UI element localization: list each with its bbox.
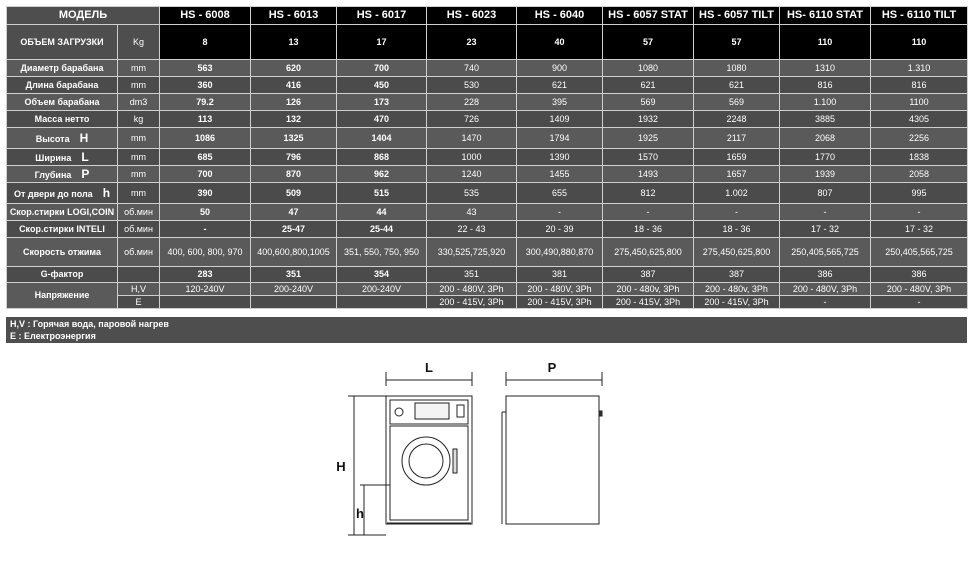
voltage-row-hv [7,283,968,296]
spec-value: 132 [251,111,337,128]
spec-value: 569 [694,94,780,111]
spec-value: 655 [517,183,603,204]
spec-value: 43 [427,204,517,221]
spec-row-label [7,183,118,204]
spec-value: 470 [337,111,427,128]
spec-row-unit: об.мин [118,221,160,238]
spec-value: 20 - 39 [517,221,603,238]
voltage-value: 200 - 480V, 3Ph [427,283,517,296]
spec-value: 17 - 32 [871,221,968,238]
spec-row-unit: об.мин [118,238,160,267]
door-height-label: h [356,506,364,521]
spec-value: 360 [160,77,251,94]
spec-value: 275,450,625,800 [694,238,780,267]
voltage-value: - [871,296,968,309]
spec-row-unit: mm [118,128,160,149]
voltage-value [337,296,427,309]
spec-value: 1404 [337,128,427,149]
spec-value: 535 [427,183,517,204]
spec-label-text: Глубина [34,170,72,180]
model-name: HS - 6057 TILT [694,7,780,25]
spec-value: 2256 [871,128,968,149]
voltage-value: 200 - 480v, 3Ph [603,283,694,296]
load-label: ОБЪЕМ ЗАГРУЗКИ [7,25,118,60]
spec-value: 2068 [780,128,871,149]
spec-value: 726 [427,111,517,128]
spec-value: 416 [251,77,337,94]
spec-value: 387 [603,267,694,283]
spec-value: 1325 [251,128,337,149]
model-label: МОДЕЛЬ [7,7,160,25]
spec-value: - [694,204,780,221]
spec-value: 1794 [517,128,603,149]
spec-value: 1080 [694,60,780,77]
spec-table [6,6,968,309]
spec-value: 386 [871,267,968,283]
legend-line: H,V : Горячая вода, паровой нагрев [10,319,169,329]
spec-label-text: Ширина [35,153,72,163]
spec-value: 1080 [603,60,694,77]
spec-value: 450 [337,77,427,94]
spec-value: 1570 [603,149,694,166]
spec-value: 700 [337,60,427,77]
voltage-value: 200 - 480V, 3Ph [517,283,603,296]
spec-row-unit: mm [118,60,160,77]
voltage-value: 200 - 480V, 3Ph [780,283,871,296]
spec-value: 700 [160,166,251,183]
spec-value: 3885 [780,111,871,128]
spec-value: 816 [871,77,968,94]
model-name: HS- 6110 STAT [780,7,871,25]
spec-row-unit [118,267,160,283]
spec-value: 1659 [694,149,780,166]
spec-value: 250,405,565,725 [871,238,968,267]
spec-row [7,77,968,94]
spec-value: 250,405,565,725 [780,238,871,267]
model-name: HS - 6040 [517,7,603,25]
spec-value: 351, 550, 750, 950 [337,238,427,267]
spec-value: 1.002 [694,183,780,204]
spec-value: 351 [427,267,517,283]
spec-value: 44 [337,204,427,221]
spec-value: 962 [337,166,427,183]
depth-label: P [547,360,557,375]
spec-value: 395 [517,94,603,111]
spec-label-text: Масса нетто [34,113,90,124]
voltage-value: 200 - 415V, 3Ph [427,296,517,309]
voltage-unit-e: E [118,296,160,309]
spec-row-label [7,111,118,128]
spec-row-label [7,149,118,166]
spec-value: 25-47 [251,221,337,238]
voltage-value: - [780,296,871,309]
model-name: HS - 6017 [337,7,427,25]
spec-row [7,60,968,77]
spec-value: 228 [427,94,517,111]
voltage-value: 200 - 480v, 3Ph [694,283,780,296]
load-value: 17 [337,25,427,60]
spec-row-label [7,221,118,238]
spec-row-label [7,267,118,283]
spec-row-unit: mm [118,183,160,204]
spec-value: 330,525,725,920 [427,238,517,267]
spec-value: 900 [517,60,603,77]
voltage-row-e [7,296,968,309]
model-name: HS - 6008 [160,7,251,25]
model-name: HS - 6023 [427,7,517,25]
spec-row [7,149,968,166]
load-row [7,25,968,60]
spec-label-text: Объем барабана [24,96,100,107]
spec-value: 621 [694,77,780,94]
spec-value: 796 [251,149,337,166]
spec-value: 621 [603,77,694,94]
load-unit: Kg [118,25,160,60]
spec-value: 173 [337,94,427,111]
spec-row-label [7,128,118,149]
spec-value: 569 [603,94,694,111]
spec-value: - [871,204,968,221]
model-name: HS - 6110 TILT [871,7,968,25]
spec-label-text: От двери до пола [13,189,93,199]
spec-row-label [7,60,118,77]
dimension-letter: h [102,186,111,200]
load-value: 110 [780,25,871,60]
spec-value: 79.2 [160,94,251,111]
spec-row-unit: mm [118,77,160,94]
spec-value: 2248 [694,111,780,128]
voltage-label: Напряжение [7,283,118,309]
spec-value: 1000 [427,149,517,166]
spec-value: 740 [427,60,517,77]
spec-value: 283 [160,267,251,283]
spec-value: 387 [694,267,780,283]
spec-label-text: Скор.стирки INTELI [19,223,105,234]
load-value: 23 [427,25,517,60]
spec-row-unit: kg [118,111,160,128]
legend-line: E : Електроэнергия [10,331,96,341]
spec-value: 685 [160,149,251,166]
voltage-value: 200 - 415V, 3Ph [603,296,694,309]
spec-value: 563 [160,60,251,77]
load-value: 8 [160,25,251,60]
spec-value: 807 [780,183,871,204]
spec-value: 995 [871,183,968,204]
load-value: 40 [517,25,603,60]
spec-value: 400,600,800,1005 [251,238,337,267]
spec-row [7,267,968,283]
spec-value: 530 [427,77,517,94]
spec-row-label [7,94,118,111]
spec-value: 1657 [694,166,780,183]
spec-value: 390 [160,183,251,204]
spec-row [7,238,968,267]
spec-row [7,204,968,221]
dimension-letter: P [81,167,90,181]
spec-value: 1086 [160,128,251,149]
spec-row-label [7,204,118,221]
spec-row-label [7,77,118,94]
spec-value: 275,450,625,800 [603,238,694,267]
spec-row-unit: dm3 [118,94,160,111]
side-body [506,396,599,524]
spec-label-text: Диаметр барабана [20,62,104,73]
spec-value: 354 [337,267,427,283]
spec-value: 1100 [871,94,968,111]
spec-value: 22 - 43 [427,221,517,238]
voltage-value: 200-240V [251,283,337,296]
spec-value: - [517,204,603,221]
spec-row [7,166,968,183]
spec-row-unit: mm [118,149,160,166]
spec-value: - [603,204,694,221]
spec-value: 620 [251,60,337,77]
width-label: L [425,360,433,375]
load-value: 13 [251,25,337,60]
spec-value: 50 [160,204,251,221]
model-name: HS - 6013 [251,7,337,25]
model-header-row [7,7,968,25]
spec-value: 4305 [871,111,968,128]
spec-value: 1310 [780,60,871,77]
spec-value: 1455 [517,166,603,183]
spec-value: - [780,204,871,221]
spec-value: 1240 [427,166,517,183]
voltage-value: 200 - 415V, 3Ph [517,296,603,309]
voltage-value: 200-240V [337,283,427,296]
spec-value: 113 [160,111,251,128]
spec-row [7,94,968,111]
spec-value: 870 [251,166,337,183]
spec-value: 509 [251,183,337,204]
spec-value: - [160,221,251,238]
spec-value: 1838 [871,149,968,166]
spec-value: 1932 [603,111,694,128]
front-view [348,372,472,535]
spec-value: 515 [337,183,427,204]
load-value: 57 [694,25,780,60]
spec-value: 812 [603,183,694,204]
spec-value: 1770 [780,149,871,166]
spec-row [7,128,968,149]
side-view [502,372,602,524]
spec-label-text: Длина барабана [25,79,99,90]
load-value: 57 [603,25,694,60]
spec-label-text: Высота [35,134,70,144]
spec-value: 126 [251,94,337,111]
spec-row-label [7,238,118,267]
spec-row-label [7,166,118,183]
dimension-letter: H [79,131,89,145]
spec-value: 47 [251,204,337,221]
spec-value: 351 [251,267,337,283]
spec-value: 816 [780,77,871,94]
spec-value: 1.100 [780,94,871,111]
spec-value: 1470 [427,128,517,149]
voltage-value: 200 - 415V, 3Ph [694,296,780,309]
voltage-unit-hv: H,V [118,283,160,296]
voltage-value [251,296,337,309]
spec-value: 621 [517,77,603,94]
spec-row [7,111,968,128]
spec-value: 1939 [780,166,871,183]
voltage-value: 120-240V [160,283,251,296]
spec-value: 1493 [603,166,694,183]
voltage-value [160,296,251,309]
spec-row [7,183,968,204]
spec-value: 1925 [603,128,694,149]
spec-value: 1409 [517,111,603,128]
spec-value: 1390 [517,149,603,166]
spec-value: 381 [517,267,603,283]
load-value: 110 [871,25,968,60]
spec-value: 386 [780,267,871,283]
spec-value: 2117 [694,128,780,149]
spec-value: 17 - 32 [780,221,871,238]
height-label: H [336,459,346,474]
spec-row [7,221,968,238]
spec-row-unit: mm [118,166,160,183]
machine-dimension-drawing [320,352,620,552]
dimension-letter: L [81,150,89,164]
voltage-value: 200 - 480V, 3Ph [871,283,968,296]
spec-row-unit: об.мин [118,204,160,221]
spec-value: 18 - 36 [694,221,780,238]
legend-box [6,317,967,343]
spec-value: 400, 600, 800, 970 [160,238,251,267]
spec-value: 868 [337,149,427,166]
spec-value: 25-44 [337,221,427,238]
spec-value: 300,490,880,870 [517,238,603,267]
spec-label-text: G-фактор [40,269,84,279]
model-name: HS - 6057 STAT [603,7,694,25]
spec-value: 18 - 36 [603,221,694,238]
spec-value: 1.310 [871,60,968,77]
spec-label-text: Скорость отжима [23,246,101,257]
spec-label-text: Скор.стирки LOGI,COIN [9,206,115,217]
spec-value: 2058 [871,166,968,183]
